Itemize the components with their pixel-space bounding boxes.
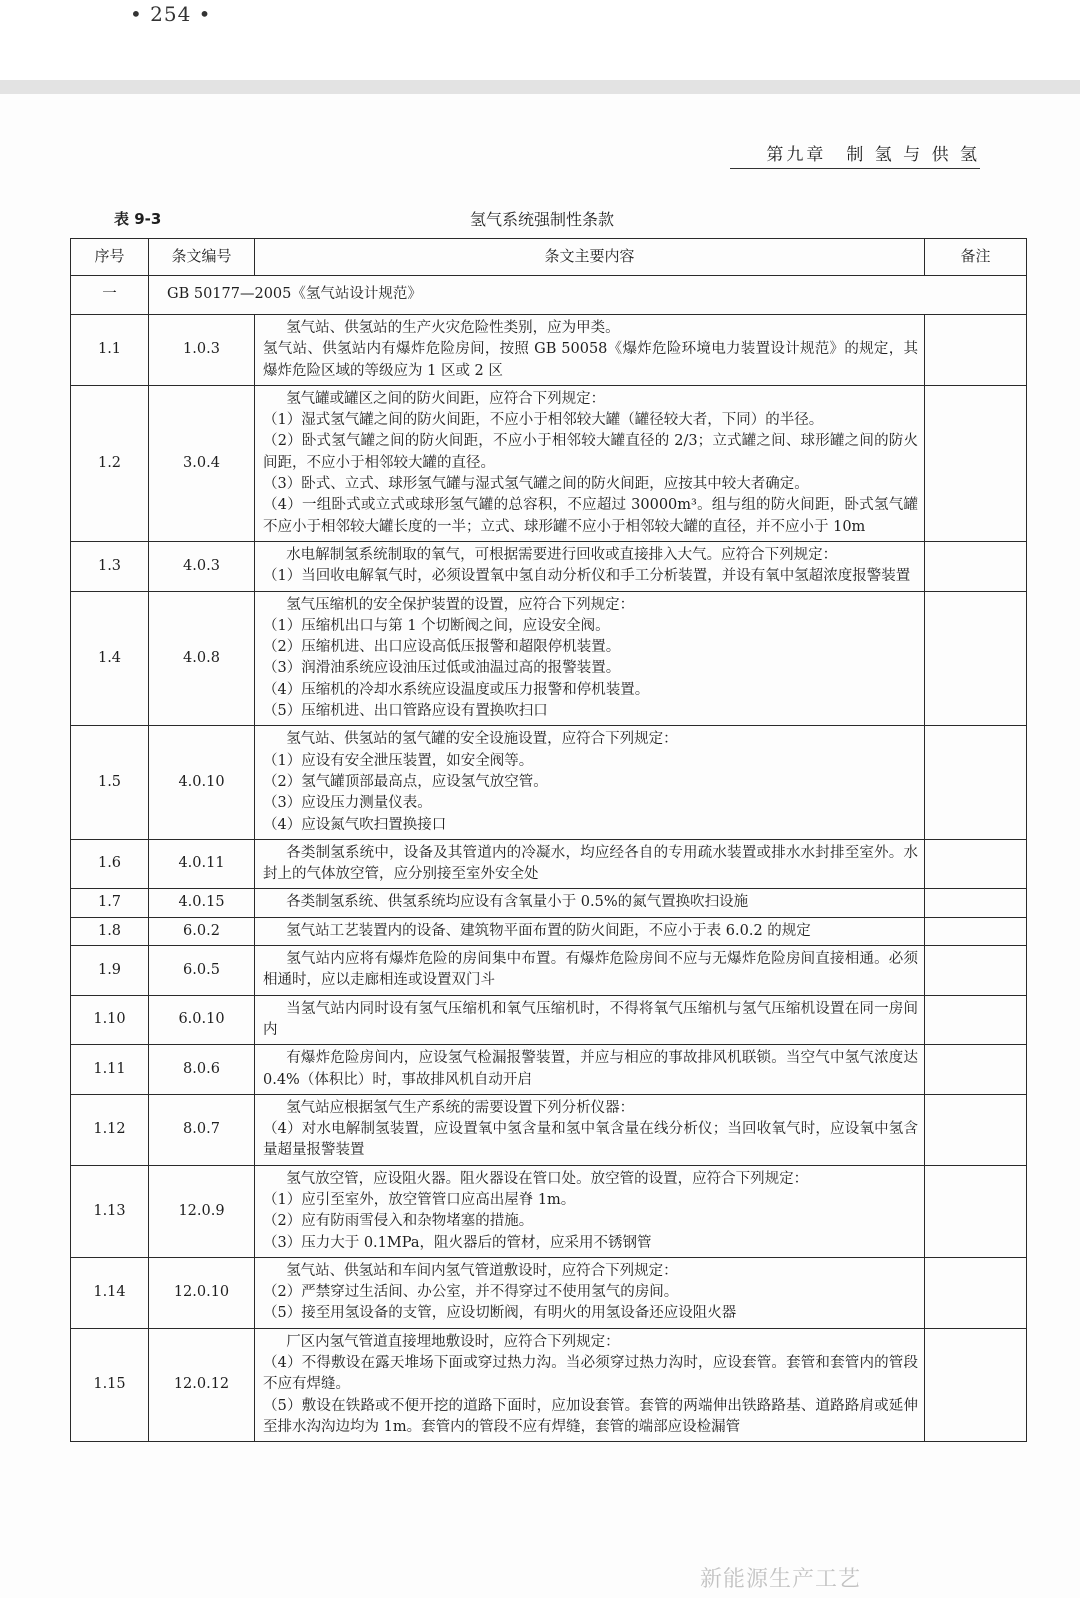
content-line: 各类制氢系统、供氢系统均应设有含氧量小于 0.5%的氮气置换吹扫设施 — [286, 894, 749, 911]
content-line: （5）敷设在铁路或不便开挖的道路下面时，应加设套管。套管的两端伸出铁路路基、道路路肩或延伸至排水沟沟边均为 1m。套管内的管段不应有焊缝，套管的端部应设检漏管 — [263, 1397, 918, 1435]
row-content — [255, 995, 925, 1045]
row-seq: 1.11 — [71, 1045, 149, 1095]
row-clause-code: 4.0.10 — [149, 726, 255, 839]
table-row — [71, 1045, 1027, 1095]
content-line: （3）卧式、立式、球形氢气罐与湿式氢气罐之间的防火间距，应按其中较大者确定。 — [263, 476, 809, 493]
table-row — [71, 315, 1027, 386]
table-row — [71, 946, 1027, 996]
row-clause-code: 12.0.10 — [149, 1257, 255, 1328]
table-body — [71, 276, 1027, 1442]
row-content — [255, 385, 925, 541]
content-line: 氢气站、供氢站的生产火灾危险性类别，应为甲类。 — [286, 320, 620, 336]
chapter-rule — [730, 168, 980, 169]
content-line: （1）应引至室外，放空管管口应高出屋脊 1m。 — [263, 1191, 576, 1208]
content-line: （2）卧式氢气罐之间的防火间距，不应小于相邻较大罐直径的 2/3；立式罐之间、球形罐之间的防火间距，不应小于相邻较大罐的直径。 — [263, 433, 918, 471]
row-content — [255, 541, 925, 591]
row-note — [925, 1165, 1027, 1257]
content-line: 有爆炸危险房间内，应设氢气检漏报警装置，并应与相应的事故排风机联锁。当空气中氢气浓度达 0.4%（体积比）时，事故排风机自动开启 — [263, 1050, 918, 1088]
table-row — [71, 917, 1027, 945]
row-note — [925, 591, 1027, 726]
content-line: （3）压力大于 0.1MPa，阻火器后的管材，应采用不锈钢管 — [263, 1234, 652, 1251]
section-seq: 一 — [71, 276, 149, 315]
row-content — [255, 315, 925, 386]
row-clause-code: 12.0.9 — [149, 1165, 255, 1257]
row-clause-code: 6.0.10 — [149, 995, 255, 1045]
row-seq: 1.15 — [71, 1328, 149, 1441]
row-content — [255, 591, 925, 726]
previous-page-strip — [0, 0, 1080, 82]
row-clause-code: 1.0.3 — [149, 315, 255, 386]
row-clause-code: 12.0.12 — [149, 1328, 255, 1441]
content-line: 氢气站应根据氢气生产系统的需要设置下列分析仪器： — [286, 1099, 635, 1116]
header-code: 条文编号 — [149, 239, 255, 276]
table-row — [71, 1165, 1027, 1257]
content-line: （1）湿式氢气罐之间的防火间距，不应小于相邻较大罐（罐径较大者，下同）的半径。 — [263, 412, 824, 429]
row-seq: 1.12 — [71, 1094, 149, 1165]
table-header-row — [71, 239, 1027, 276]
row-clause-code: 6.0.2 — [149, 917, 255, 945]
content-line: 当氢气站内同时设有氢气压缩机和氧气压缩机时，不得将氧气压缩机与氢气压缩机设置在同一房间内 — [263, 1000, 918, 1038]
row-clause-code: 4.0.15 — [149, 889, 255, 917]
row-note — [925, 889, 1027, 917]
content-line: 氢气站、供氢站的氢气罐的安全设施设置，应符合下列规定： — [286, 731, 678, 748]
row-seq: 1.6 — [71, 839, 149, 889]
content-line: （4）压缩机的冷却水系统应设温度或压力报警和停机装置。 — [263, 681, 650, 698]
table-row — [71, 385, 1027, 541]
row-content — [255, 1328, 925, 1441]
content-line: 厂区内氢气管道直接埋地敷设时，应符合下列规定： — [286, 1333, 620, 1350]
row-seq: 1.1 — [71, 315, 149, 386]
section-title: GB 50177—2005《氢气站设计规范》 — [149, 276, 1027, 315]
row-clause-code: 8.0.7 — [149, 1094, 255, 1165]
row-seq: 1.4 — [71, 591, 149, 726]
content-line: 氢气压缩机的安全保护装置的设置，应符合下列规定： — [286, 596, 635, 613]
content-line: （4）应设氮气吹扫置换接口 — [263, 816, 447, 833]
row-seq: 1.7 — [71, 889, 149, 917]
row-content — [255, 889, 925, 917]
table-row — [71, 889, 1027, 917]
table-row — [71, 1094, 1027, 1165]
page-gap — [0, 80, 1080, 94]
content-line: 氢气站内应将有爆炸危险的房间集中布置。有爆炸危险房间不应与无爆炸危险房间直接相通。必须相通时，应以走廊相连或设置双门斗 — [263, 951, 918, 989]
row-note — [925, 1045, 1027, 1095]
row-content — [255, 1045, 925, 1095]
row-seq: 1.2 — [71, 385, 149, 541]
table-row — [71, 541, 1027, 591]
header-content: 条文主要内容 — [255, 239, 925, 276]
content-line: （2）氢气罐顶部最高点，应设氢气放空管。 — [263, 773, 548, 790]
content-line: 氢气放空管，应设阻火器。阻火器设在管口处。放空管的设置，应符合下列规定： — [286, 1170, 809, 1187]
content-line: （1）应设有安全泄压装置，如安全阀等。 — [263, 752, 534, 769]
row-note — [925, 946, 1027, 996]
row-content — [255, 1094, 925, 1165]
row-seq: 1.14 — [71, 1257, 149, 1328]
row-content — [255, 917, 925, 945]
content-line: （3）润滑油系统应设油压过低或油温过高的报警装置。 — [263, 660, 621, 677]
row-note — [925, 1257, 1027, 1328]
row-clause-code: 3.0.4 — [149, 385, 255, 541]
table-row — [71, 839, 1027, 889]
content-line: （1）当回收电解氧气时，必须设置氧中氢自动分析仪和手工分析装置，并设有氧中氢超浓度报警装置 — [263, 568, 911, 585]
section-row — [71, 276, 1027, 315]
header-note: 备注 — [925, 239, 1027, 276]
row-seq: 1.8 — [71, 917, 149, 945]
table-row — [71, 726, 1027, 839]
content-line: （4）不得敷设在露天堆场下面或穿过热力沟。当必须穿过热力沟时，应设套管。套管和套管内的管段不应有焊缝。 — [263, 1355, 918, 1393]
row-content — [255, 726, 925, 839]
content-line: （2）应有防雨雪侵入和杂物堵塞的措施。 — [263, 1213, 534, 1230]
content-line: （5）压缩机进、出口管路应设有置换吹扫口 — [263, 703, 548, 720]
chapter-title: 第九章 制 氢 与 供 氢 — [766, 145, 980, 165]
watermark: 新能源生产工艺 — [700, 1567, 862, 1592]
regulations-table — [70, 238, 1027, 1442]
table-title: 氢气系统强制性条款 — [470, 210, 615, 229]
row-note — [925, 917, 1027, 945]
row-seq: 1.10 — [71, 995, 149, 1045]
content-line: （3）应设压力测量仪表。 — [263, 795, 432, 812]
row-note — [925, 995, 1027, 1045]
page-number: • 254 • — [130, 2, 212, 26]
row-seq: 1.13 — [71, 1165, 149, 1257]
content-line: 氢气站、供氢站内有爆炸危险房间，按照 GB 50058《爆炸危险环境电力装置设计规范》的规定，其爆炸危险区域的等级应为 1 区或 2 区 — [263, 341, 918, 379]
row-seq: 1.9 — [71, 946, 149, 996]
content-line: （4）对水电解制氢装置，应设置氧中氢含量和氢中氧含量在线分析仪；当回收氧气时，应设氧中氢含量超量报警装置 — [263, 1121, 918, 1159]
row-clause-code: 4.0.11 — [149, 839, 255, 889]
row-clause-code: 6.0.5 — [149, 946, 255, 996]
row-seq: 1.3 — [71, 541, 149, 591]
table-row — [71, 1257, 1027, 1328]
row-note — [925, 1328, 1027, 1441]
row-content — [255, 946, 925, 996]
content-line: 氢气罐或罐区之间的防火间距，应符合下列规定： — [286, 390, 606, 407]
table-row — [71, 995, 1027, 1045]
content-line: （5）接至用氢设备的支管，应设切断阀，有明火的用氢设备还应设阻火器 — [263, 1305, 737, 1322]
row-content — [255, 839, 925, 889]
content-line: 水电解制氢系统制取的氧气，可根据需要进行回收或直接排入大气。应符合下列规定： — [286, 546, 838, 563]
content-line: （2）压缩机进、出口应设高低压报警和超限停机装置。 — [263, 639, 621, 656]
content-line: 氢气站、供氢站和车间内氢气管道敷设时，应符合下列规定： — [286, 1262, 678, 1279]
row-note — [925, 839, 1027, 889]
row-content — [255, 1257, 925, 1328]
row-note — [925, 541, 1027, 591]
header-seq: 序号 — [71, 239, 149, 276]
row-seq: 1.5 — [71, 726, 149, 839]
row-clause-code: 8.0.6 — [149, 1045, 255, 1095]
row-clause-code: 4.0.8 — [149, 591, 255, 726]
table-row — [71, 1328, 1027, 1441]
content-line: 各类制氢系统中，设备及其管道内的冷凝水，均应经各自的专用疏水装置或排水水封排至室外。水封上的气体放空管，应分别接至室外安全处 — [263, 844, 918, 883]
row-note — [925, 385, 1027, 541]
row-note — [925, 1094, 1027, 1165]
content-line: （1）压缩机出口与第 1 个切断阀之间，应设安全阀。 — [263, 617, 610, 634]
row-note — [925, 315, 1027, 386]
table-label: 表 9-3 — [114, 210, 162, 228]
row-clause-code: 4.0.3 — [149, 541, 255, 591]
content-line: （4）一组卧式或立式或球形氢气罐的总容积，不应超过 30000m³。组与组的防火间距，卧式氢气罐不应小于相邻较大罐长度的一半；立式、球形罐不应小于相邻较大罐的直径，并不应小于 10m — [263, 497, 918, 535]
content-line: 氢气站工艺装置内的设备、建筑物平面布置的防火间距，不应小于表 6.0.2 的规定 — [286, 922, 811, 939]
content-line: （2）严禁穿过生活间、办公室，并不得穿过不使用氢气的房间。 — [263, 1284, 679, 1301]
table-row — [71, 591, 1027, 726]
row-content — [255, 1165, 925, 1257]
row-note — [925, 726, 1027, 839]
